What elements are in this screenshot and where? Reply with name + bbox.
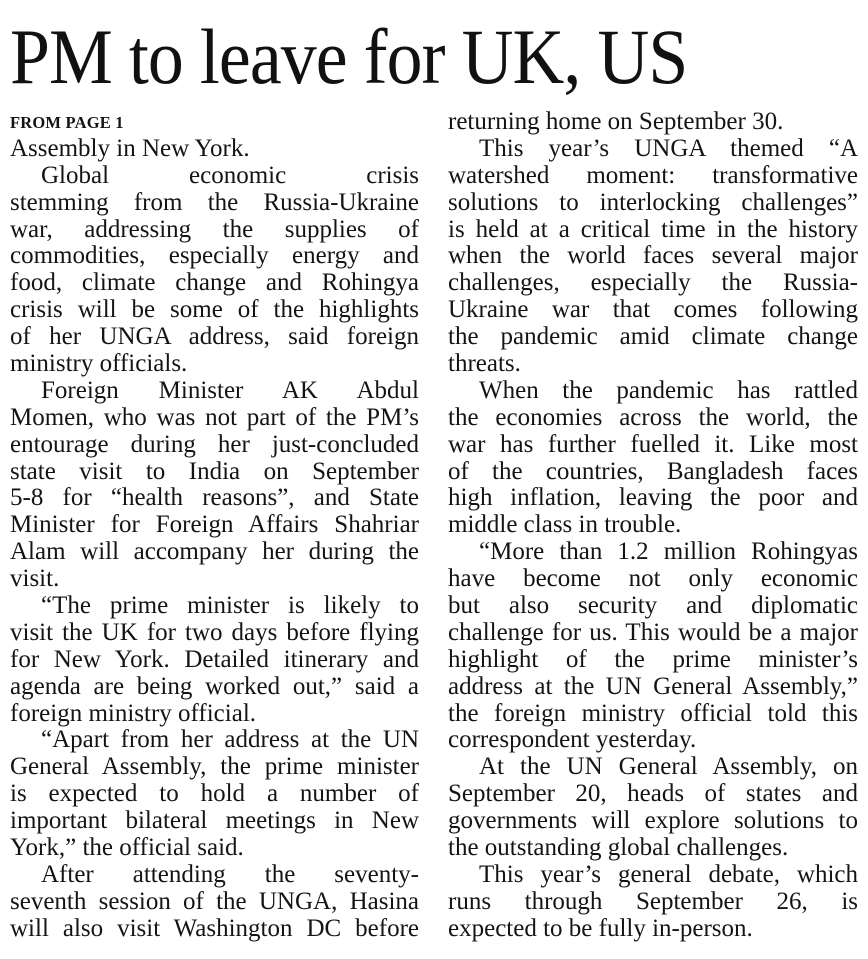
text-line: war, addressing the supplies of — [10, 216, 419, 243]
article-paragraph — [10, 862, 419, 943]
text-line: the foreign ministry official told this — [448, 700, 858, 727]
text-line: of the countries, Bangladesh faces — [448, 458, 858, 485]
text-line: is expected to hold a number of — [10, 781, 419, 808]
text-line: agenda are being worked out,” said a — [10, 673, 419, 700]
text-line: for New York. Detailed itinerary and — [10, 646, 419, 673]
text-line: When the pandemic has rattled — [479, 377, 858, 404]
text-line: foreign ministry official. — [10, 700, 257, 727]
text-line: state visit to India on September — [10, 458, 419, 485]
text-line: middle class in trouble. — [448, 512, 682, 539]
article-column-right — [448, 109, 858, 943]
text-line: Minister for Foreign Affairs Shahriar — [10, 512, 419, 539]
text-line: This year’s UNGA themed “A — [479, 135, 858, 162]
article-paragraph — [10, 163, 419, 378]
text-line: 5-8 for “health reasons”, and State — [10, 485, 419, 512]
text-line: the outstanding global challenges. — [448, 835, 789, 862]
article-column-left — [10, 109, 419, 943]
text-line: challenges, especially the Russia- — [448, 270, 858, 297]
text-line: visit. — [10, 566, 60, 593]
text-line: returning home on September 30. — [448, 109, 784, 135]
text-line: highlight of the prime minister’s — [448, 646, 858, 673]
text-line: Foreign Minister AK Abdul — [41, 377, 419, 404]
article-paragraph — [448, 136, 858, 378]
text-line: “More than 1.2 million Rohingyas — [479, 539, 858, 566]
article-paragraph — [10, 593, 419, 727]
text-line: Momen, who was not part of the PM’s — [10, 404, 419, 431]
text-line: Alam will accompany her during the — [10, 539, 419, 566]
text-line: September 20, heads of states and — [448, 781, 858, 808]
text-line: At the UN General Assembly, on — [479, 754, 858, 781]
text-line: General Assembly, the prime minister — [10, 754, 419, 781]
text-line: York,” the official said. — [10, 835, 244, 862]
text-line: entourage during her just-concluded — [10, 431, 419, 458]
text-line: have become not only economic — [448, 566, 858, 593]
text-line: This year’s general debate, which — [479, 861, 858, 888]
jump-label: FROM PAGE 1 — [10, 113, 124, 132]
text-line: threats. — [448, 351, 521, 378]
text-line: food, climate change and Rohingya — [10, 270, 419, 297]
article-paragraph — [448, 539, 858, 754]
text-line: when the world faces several major — [448, 243, 858, 270]
text-line: After attending the seventy- — [41, 861, 419, 888]
text-line: war has further fuelled it. Like most — [448, 431, 858, 458]
article-paragraph — [10, 378, 419, 593]
text-line: of her UNGA address, said foreign — [10, 324, 419, 351]
text-line: visit the UK for two days before flying — [10, 619, 419, 646]
text-line: correspondent yesterday. — [448, 727, 697, 754]
text-line: Assembly in New York. — [10, 135, 250, 162]
text-line: solutions to interlocking challenges” — [448, 189, 858, 216]
text-line: important bilateral meetings in New — [10, 808, 419, 835]
headline: PM to leave for UK, US — [10, 13, 688, 100]
text-line: Ukraine war that comes following — [448, 297, 858, 324]
text-line: will also visit Washington DC before — [10, 915, 419, 942]
text-line: high inflation, leaving the poor and — [448, 485, 858, 512]
text-line: Global economic crisis — [41, 162, 419, 189]
article-paragraph — [10, 727, 419, 861]
text-line: seventh session of the UNGA, Hasina — [10, 888, 419, 915]
text-line: the pandemic amid climate change — [448, 324, 858, 351]
text-line: watershed moment: transformative — [448, 162, 858, 189]
text-line: governments will explore solutions to — [448, 808, 858, 835]
text-line: stemming from the Russia-Ukraine — [10, 189, 419, 216]
article-paragraph — [448, 378, 858, 539]
text-line: expected to be fully in-person. — [448, 915, 753, 942]
text-line: but also security and diplomatic — [448, 593, 858, 620]
text-line: address at the UN General Assembly,” — [448, 673, 858, 700]
text-line: crisis will be some of the highlights — [10, 297, 419, 324]
text-line: ministry officials. — [10, 351, 188, 378]
text-line: runs through September 26, is — [448, 888, 858, 915]
article-paragraph — [10, 136, 419, 163]
text-line: “The prime minister is likely to — [41, 593, 419, 620]
text-line: “Apart from her address at the UN — [41, 727, 419, 754]
text-line: commodities, especially energy and — [10, 243, 419, 270]
text-line: is held at a critical time in the history — [448, 216, 858, 243]
article-paragraph — [448, 109, 858, 136]
article-paragraph — [448, 862, 858, 943]
text-line: the economies across the world, the — [448, 404, 858, 431]
text-line: challenge for us. This would be a major — [448, 619, 858, 646]
article-paragraph — [448, 754, 858, 862]
